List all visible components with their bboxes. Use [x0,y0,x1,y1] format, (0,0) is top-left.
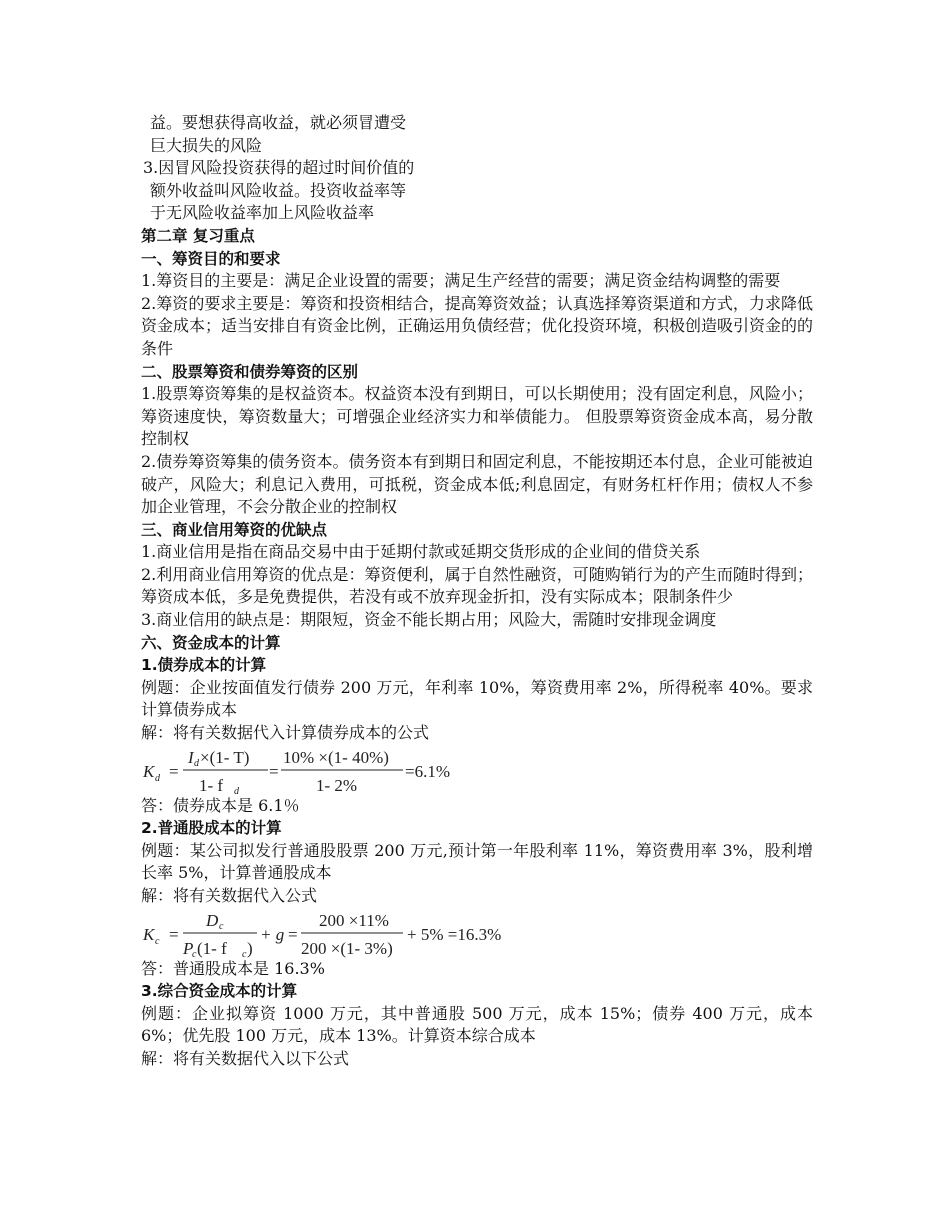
bond-example: 例题：企业按面值发行债券 200 万元，年利率 10%，筹资费用率 2%，所得税率 40%。要求计算债券成本 [141,677,813,720]
bond-num1-sub: d [194,757,199,769]
intro-line-3: 3.因冒风险投资获得的超过时间价值的 [143,158,415,178]
intro-line-2: 巨大损失的风险 [150,135,263,155]
wacc-title: 3.综合资金成本的计算 [141,982,298,1001]
bond-formula-svg [141,745,561,795]
chapter-title: 第二章 复习重点 [141,226,255,245]
bond-eq2: = [269,761,279,781]
sec3-paragraph-3: 3.商业信用的缺点是：期限短，资金不能长期占用；风险大，需随时安排现金调度 [141,610,717,630]
bond-num1: I [188,747,194,767]
common-eq1: = [169,924,179,944]
common-answer: 答：普通股成本是 16.3% [141,958,325,978]
common-example: 例题：某公司拟发行普通股股票 200 万元,预计第一年股利率 11%，筹资费用率 3%，股利增长率 5%，计算普通股成本 [141,840,813,883]
bond-eq1: = [169,761,179,781]
common-solve: 解：将有关数据代入公式 [141,886,318,905]
common-den1-close: ) [247,938,253,958]
bond-solve: 解：将有关数据代入计算债券成本的公式 [141,723,430,743]
sec1-paragraph-1: 1.筹资目的主要是：满足企业设置的需要；满足生产经营的需要；满足资金结构调整的需要 [141,271,781,291]
bond-cost-title: 1.债券成本的计算 [141,656,267,675]
section-heading-2: 二、股票筹资和债券筹资的区别 [141,362,359,381]
common-formula-svg [141,908,561,958]
common-num1: D [206,910,219,930]
section-heading-3: 三、商业信用筹资的优缺点 [141,520,328,539]
bond-answer: 答：债券成本是 6.1％ [141,795,300,815]
common-cost-formula [141,908,813,958]
common-den1-rest: (1- f [197,938,227,958]
common-lhs-sub: c [155,935,160,947]
wacc-example: 例题：企业拟筹资 1000 万元，其中普通股 500 万元，成本 15%；债券 400 万元，成本 6%；优先股 100 万元，成本 13%。计算资本综合成本 [141,1003,813,1046]
bond-num1-rest: ×(1- T) [200,747,250,767]
common-num1-sub: c [219,920,224,932]
common-den1: P [183,938,194,958]
bond-den1-sub: d [234,785,239,797]
sec3-paragraph-1: 1.商业信用是指在商品交易中由于延期付款或延期交货形成的企业间的借贷关系 [141,542,701,562]
sec2-paragraph-1: 1.股票筹资筹集的是权益资本。权益资本没有到期日，可以长期使用；没有固定利息，风险小；筹资速度快，筹资数量大；可增强企业经济实力和举债能力。 但股票筹资资金成本高，易分散控制权 [141,384,813,449]
common-den2: 200 ×(1- 3%) [301,938,393,958]
sec2-paragraph-2: 2.债券筹资筹集的债务资本。债务资本有到期日和固定利息，不能按期还本付息，企业可能被迫破产，风险大；利息记入费用，可抵税，资金成本低;利息固定，有财务杠杆作用；债权人不参加企业管理，不会分散企业的控制权 [141,451,813,517]
sec3-paragraph-2: 2.利用商业信用筹资的优点是：筹资便利，属于自然性融资，可随购销行为的产生而随时得到；筹资成本低，多是免费提供，若没有或不放弃现金折扣，没有实际成本；限制条件少 [141,564,813,607]
document-page [141,112,813,1071]
intro-line-5: 于无风险收益率加上风险收益率 [150,203,375,223]
wacc-solve: 解：将有关数据代入以下公式 [141,1048,350,1068]
common-eq2: = [288,924,298,944]
bond-lhs: K [143,761,155,781]
sec1-paragraph-2: 2.筹资的要求主要是：筹资和投资相结合，提高筹资效益；认真选择筹资渠道和方式，力求降低资金成本；适当安排自有资金比例，正确运用负债经营；优化投资环境，积极创造吸引资金的的条件 [141,293,814,358]
bond-cost-formula [141,745,813,795]
intro-line-1: 益。要想获得高收益，就必须冒遭受 [150,113,407,132]
bond-den2: 1- 2% [316,775,358,795]
common-stock-title: 2.普通股成本的计算 [141,819,282,838]
bond-num2: 10% ×(1- 40%) [283,747,389,767]
common-num2: 200 ×11% [319,910,389,930]
common-den1-sub2: c [242,948,247,960]
bond-den1: 1- f [199,775,224,795]
common-lhs: K [143,924,155,944]
section-heading-1: 一、筹资目的和要求 [141,249,281,268]
bond-lhs-sub: d [155,772,160,784]
section-heading-6: 六、资金成本的计算 [141,633,281,652]
common-result: + 5% =16.3% [407,924,502,944]
common-plus-g: + g [260,924,285,944]
bond-result: =6.1% [405,761,450,781]
common-den1-sub: c [192,948,197,960]
intro-line-4: 额外收益叫风险收益。投资收益率等 [150,180,407,200]
